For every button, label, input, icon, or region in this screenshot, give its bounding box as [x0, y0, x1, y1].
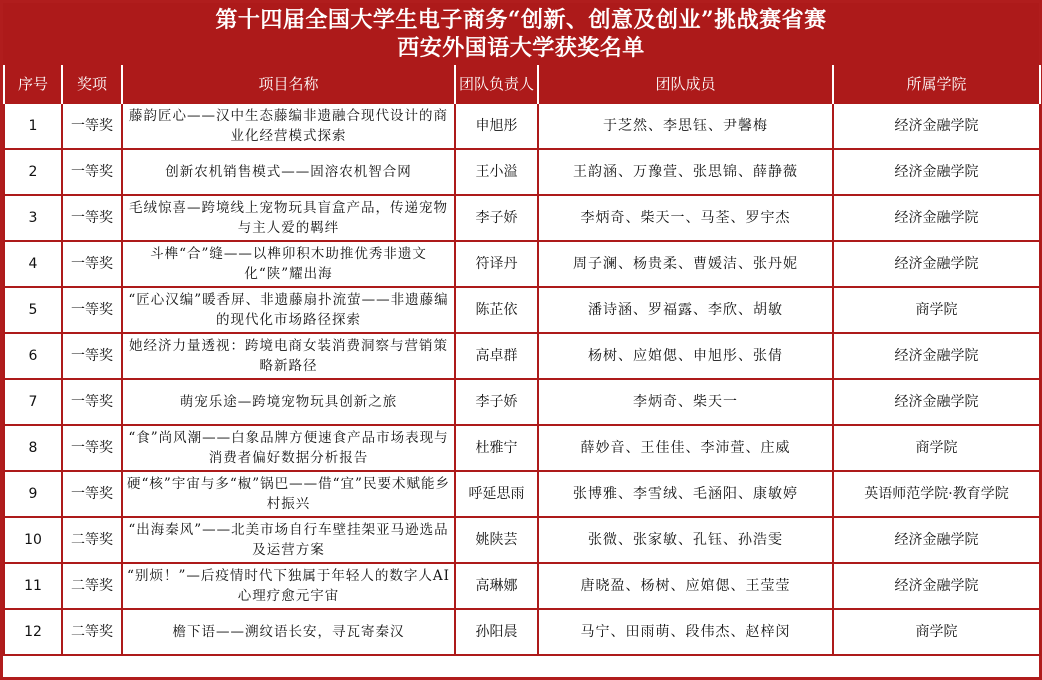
- row-award: 一等奖: [62, 195, 122, 241]
- row-leader: 王小溢: [455, 149, 538, 195]
- row-members: 于芝然、李思钰、尹馨梅: [538, 103, 833, 149]
- table-row: [4, 609, 1040, 655]
- row-no: 11: [4, 563, 62, 609]
- row-award: 一等奖: [62, 241, 122, 287]
- row-no: 3: [4, 195, 62, 241]
- row-project: 檐下语——溯纹语长安，寻瓦寄秦汉: [122, 609, 455, 655]
- column-header-project: 项目名称: [122, 65, 455, 103]
- row-members: 唐晓盈、杨树、应婠偲、王莹莹: [538, 563, 833, 609]
- row-award: 一等奖: [62, 149, 122, 195]
- title-banner: [3, 3, 1039, 65]
- row-college: 商学院: [833, 609, 1040, 655]
- row-project: 斗榫“合”缝——以榫卯积木助推优秀非遗文化“陕”耀出海: [122, 241, 455, 287]
- table-row: [4, 103, 1040, 149]
- row-no: 6: [4, 333, 62, 379]
- row-members: 薛妙音、王佳佳、李沛萱、庄威: [538, 425, 833, 471]
- row-project: 萌宠乐途—跨境宠物玩具创新之旅: [122, 379, 455, 425]
- row-members: 李炳奇、柴天一: [538, 379, 833, 425]
- row-award: 一等奖: [62, 471, 122, 517]
- row-college: 商学院: [833, 287, 1040, 333]
- row-project: 硬“核”宇宙与多“椒”锅巴——借“宜”民要术赋能乡村振兴: [122, 471, 455, 517]
- row-leader: 高琳娜: [455, 563, 538, 609]
- table-row: [4, 471, 1040, 517]
- column-header-leader: 团队负责人: [455, 65, 538, 103]
- row-leader: 姚陕芸: [455, 517, 538, 563]
- row-award: 二等奖: [62, 609, 122, 655]
- row-college: 英语师范学院·教育学院: [833, 471, 1040, 517]
- row-college: 经济金融学院: [833, 563, 1040, 609]
- row-college: 经济金融学院: [833, 195, 1040, 241]
- row-college: 经济金融学院: [833, 103, 1040, 149]
- row-award: 二等奖: [62, 517, 122, 563]
- row-college: 经济金融学院: [833, 379, 1040, 425]
- row-college: 经济金融学院: [833, 149, 1040, 195]
- row-no: 10: [4, 517, 62, 563]
- row-project: 毛绒惊喜—跨境线上宠物玩具盲盒产品，传递宠物与主人爱的羁绊: [122, 195, 455, 241]
- table-row: [4, 425, 1040, 471]
- row-award: 二等奖: [62, 563, 122, 609]
- row-college: 经济金融学院: [833, 517, 1040, 563]
- table-row: [4, 517, 1040, 563]
- row-leader: 杜雅宁: [455, 425, 538, 471]
- row-members: 王韵涵、万豫萱、张思锦、薛静薇: [538, 149, 833, 195]
- table-row: [4, 333, 1040, 379]
- row-no: 8: [4, 425, 62, 471]
- row-award: 一等奖: [62, 425, 122, 471]
- row-leader: 李子娇: [455, 195, 538, 241]
- column-header-no: 序号: [4, 65, 62, 103]
- row-no: 9: [4, 471, 62, 517]
- row-no: 5: [4, 287, 62, 333]
- row-project: 创新农机销售模式——固溶农机智合网: [122, 149, 455, 195]
- table-row: [4, 379, 1040, 425]
- table-header-row: [4, 65, 1040, 103]
- row-leader: 呼延思雨: [455, 471, 538, 517]
- row-no: 2: [4, 149, 62, 195]
- award-table: [3, 65, 1041, 656]
- page-title: 第十四届全国大学生电子商务“创新、创意及创业”挑战赛省赛: [215, 7, 827, 33]
- table-row: [4, 195, 1040, 241]
- row-members: 马宁、田雨萌、段伟杰、赵梓闵: [538, 609, 833, 655]
- row-college: 经济金融学院: [833, 333, 1040, 379]
- row-no: 7: [4, 379, 62, 425]
- row-project: “别烦！”—后疫情时代下独属于年轻人的数字人AI心理疗愈元宇宙: [122, 563, 455, 609]
- row-leader: 符译丹: [455, 241, 538, 287]
- row-no: 12: [4, 609, 62, 655]
- row-college: 经济金融学院: [833, 241, 1040, 287]
- row-no: 1: [4, 103, 62, 149]
- row-leader: 申旭彤: [455, 103, 538, 149]
- row-members: 周子澜、杨贵柔、曹媛洁、张丹妮: [538, 241, 833, 287]
- table-row: [4, 287, 1040, 333]
- row-members: 李炳奇、柴天一、马荃、罗宇杰: [538, 195, 833, 241]
- table-row: [4, 563, 1040, 609]
- table-row: [4, 149, 1040, 195]
- row-no: 4: [4, 241, 62, 287]
- row-members: 张微、张家敏、孔钰、孙浩雯: [538, 517, 833, 563]
- row-leader: 高卓群: [455, 333, 538, 379]
- column-header-award: 奖项: [62, 65, 122, 103]
- row-leader: 孙阳晨: [455, 609, 538, 655]
- row-members: 张博雅、李雪绒、毛涵阳、康敏婷: [538, 471, 833, 517]
- row-project: 藤韵匠心——汉中生态藤编非遗融合现代设计的商业化经营模式探索: [122, 103, 455, 149]
- row-members: 潘诗涵、罗福露、李欣、胡敏: [538, 287, 833, 333]
- row-leader: 李子娇: [455, 379, 538, 425]
- row-project: “出海秦风”——北美市场自行车壁挂架亚马逊选品及运营方案: [122, 517, 455, 563]
- column-header-college: 所属学院: [833, 65, 1040, 103]
- table-row: [4, 241, 1040, 287]
- row-project: “食”尚风潮——白象品牌方便速食产品市场表现与消费者偏好数据分析报告: [122, 425, 455, 471]
- row-members: 杨树、应婠偲、申旭彤、张倩: [538, 333, 833, 379]
- row-leader: 陈芷依: [455, 287, 538, 333]
- column-header-members: 团队成员: [538, 65, 833, 103]
- row-college: 商学院: [833, 425, 1040, 471]
- row-project: 她经济力量透视：跨境电商女装消费洞察与营销策略新路径: [122, 333, 455, 379]
- row-award: 一等奖: [62, 103, 122, 149]
- row-award: 一等奖: [62, 287, 122, 333]
- row-award: 一等奖: [62, 333, 122, 379]
- row-project: “匠心汉编”暖香屏、非遗藤扇扑流萤——非遗藤编的现代化市场路径探索: [122, 287, 455, 333]
- row-award: 一等奖: [62, 379, 122, 425]
- page-subtitle: 西安外国语大学获奖名单: [397, 35, 645, 61]
